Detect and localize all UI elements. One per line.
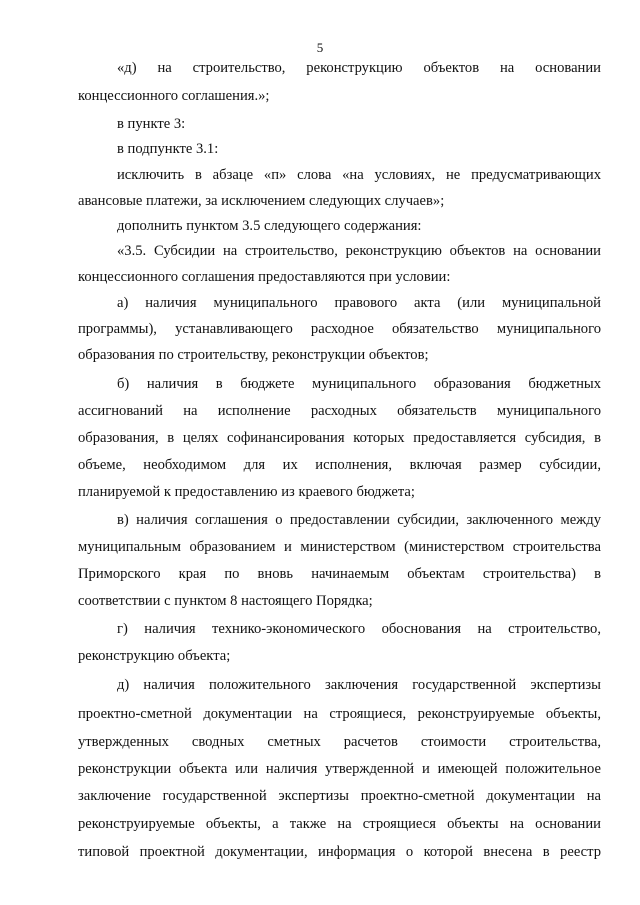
text-line: б) наличия в бюджете муниципального образования бюджетных [117, 376, 601, 392]
text-line: образования по строительству, реконструкции объектов; [78, 347, 429, 363]
text-line: ассигнований на исполнение расходных обязательств муниципального [78, 403, 601, 419]
text-line: в пункте 3: [117, 116, 186, 132]
text-line: «3.5. Субсидии на строительство, реконструкцию объектов на основании [117, 243, 601, 259]
text-line: а) наличия муниципального правового акта (или муниципальной [117, 295, 601, 311]
text-line: заключение государственной экспертизы проектно-сметной документации на [78, 788, 601, 804]
text-line: авансовые платежи, за исключением следующих случаев»; [78, 193, 445, 209]
text-line: реконструкцию объекта; [78, 648, 231, 664]
text-line: муниципальным образованием и министерством (министерством строительства [78, 539, 601, 555]
text-line: Приморского края по вновь начинаемым объектам строительства) в [78, 566, 601, 582]
text-line: проектно-сметной документации на строящиеся, реконструируемые объекты, [78, 706, 601, 722]
text-line: программы), устанавливающего расходное обязательство муниципального [78, 321, 601, 337]
text-line: объеме, необходимом для их исполнения, включая размер субсидии, [78, 457, 601, 473]
text-line: реконструкции объекта или наличия утвержденной и имеющей положительное [78, 761, 601, 777]
text-line: утвержденных сводных сметных расчетов стоимости строительства, [78, 734, 601, 750]
text-line: д) наличия положительного заключения государственной экспертизы [117, 677, 601, 693]
text-line: концессионного соглашения предоставляются при условии: [78, 269, 451, 285]
text-line: в) наличия соглашения о предоставлении субсидии, заключенного между [117, 512, 601, 528]
text-line: планируемой к предоставлению из краевого бюджета; [78, 484, 415, 500]
text-line: г) наличия технико-экономического обоснования на строительство, [117, 621, 601, 637]
text-line: исключить в абзаце «п» слова «на условиях, не предусматривающих [117, 167, 601, 183]
text-line: реконструируемые объекты, а также на строящиеся объекты на основании [78, 816, 601, 832]
text-line: соответствии с пунктом 8 настоящего Порядка; [78, 593, 373, 609]
text-line: образования, в целях софинансирования которых предоставляется субсидия, в [78, 430, 601, 446]
text-line: «д) на строительство, реконструкцию объектов на основании [117, 60, 601, 76]
text-line: концессионного соглашения.»; [78, 88, 270, 104]
text-line: в подпункте 3.1: [117, 141, 219, 157]
text-line: дополнить пунктом 3.5 следующего содержания: [117, 218, 422, 234]
text-line: типовой проектной документации, информация о которой внесена в реестр [78, 844, 601, 860]
page-number: 5 [316, 40, 324, 55]
